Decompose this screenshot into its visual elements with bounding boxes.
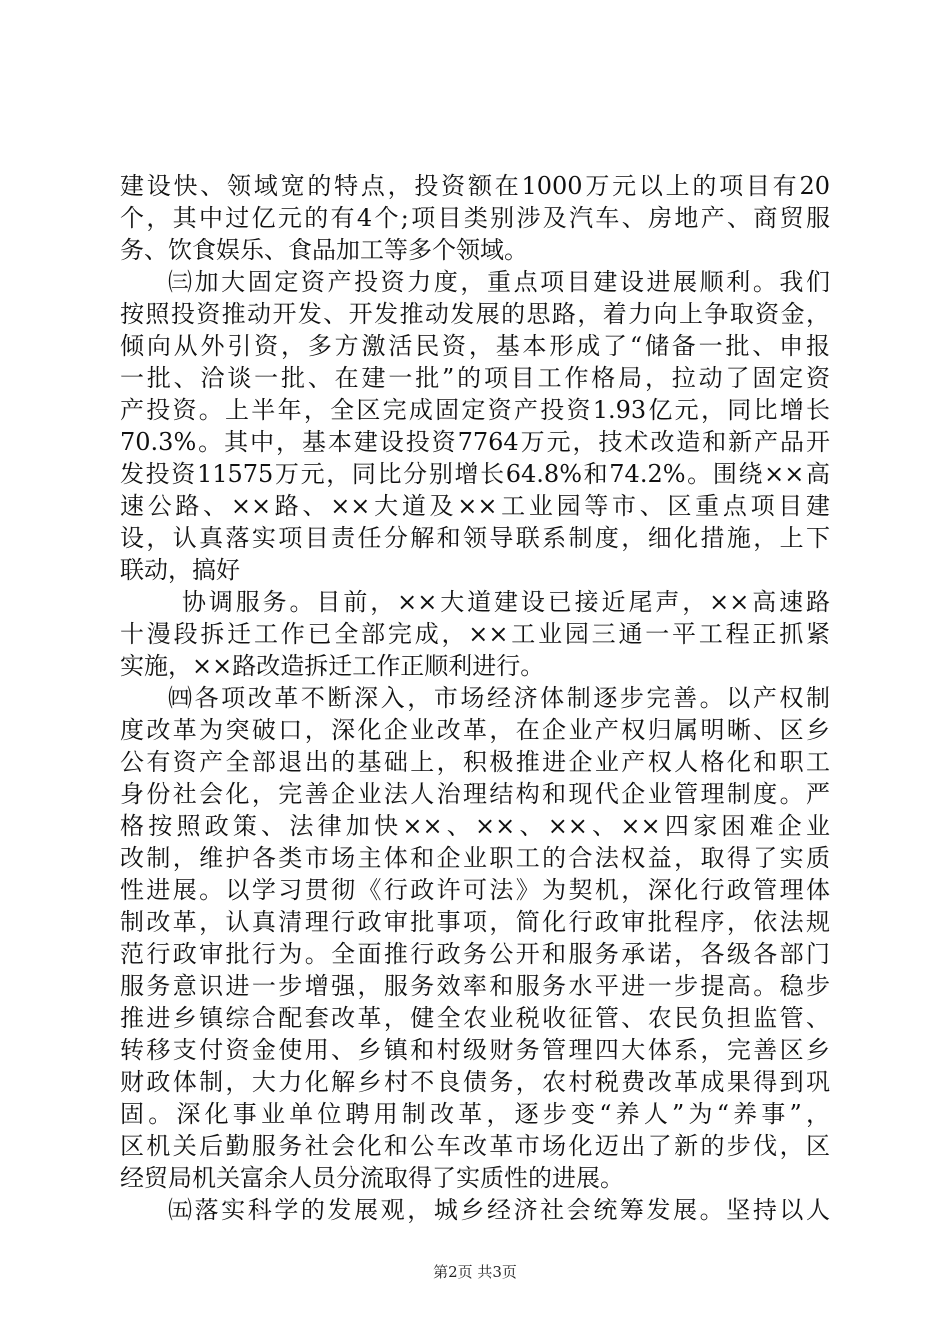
document-body xyxy=(120,170,830,1226)
page-footer: 第2页 共3页 xyxy=(433,1263,517,1281)
text-line: 性进展。以学习贯彻《行政许可法》为契机，深化行政管理体 xyxy=(120,876,830,904)
text-line: 服务意识进一步增强，服务效率和服务水平进一步提高。稳步 xyxy=(120,972,830,1000)
paragraph-heading-5: ㈤落实科学的发展观，城乡经济社会统筹发展。坚持以人 xyxy=(168,1196,830,1224)
text-line: 推进乡镇综合配套改革，健全农业税收征管、农民负担监管、 xyxy=(120,1004,830,1032)
text-line: 速公路、××路、××大道及××工业园等市、区重点项目建 xyxy=(120,492,830,520)
text-line: 协调服务。目前，××大道建设已接近尾声，××高速路 xyxy=(182,588,830,616)
text-line: 身份社会化，完善企业法人治理结构和现代企业管理制度。严 xyxy=(120,780,830,808)
text-line: 发投资11575万元，同比分别增长64.8%和74.2%。围绕××高 xyxy=(120,460,830,488)
text-line: 格按照政策、法律加快××、××、××、××四家困难企业 xyxy=(120,812,830,840)
text-line: 实施，××路改造拆迁工作正顺利进行。 xyxy=(120,652,545,680)
text-line: 一批、洽谈一批、在建一批”的项目工作格局，拉动了固定资 xyxy=(120,364,830,392)
text-line: 建设快、领域宽的特点，投资额在1000万元以上的项目有20 xyxy=(120,172,830,200)
text-line: 区机关后勤服务社会化和公车改革市场化迈出了新的步伐，区 xyxy=(120,1132,830,1160)
paragraph-heading-3: ㈢加大固定资产投资力度，重点项目建设进展顺利。我们 xyxy=(168,268,830,296)
text-line: 倾向从外引资，多方激活民资，基本形成了“储备一批、申报 xyxy=(120,332,830,360)
text-line: 制改革，认真清理行政审批事项，简化行政审批程序，依法规 xyxy=(120,908,830,936)
text-line: 按照投资推动开发、开发推动发展的思路，着力向上争取资金， xyxy=(120,300,830,328)
text-line: 务、饮食娱乐、食品加工等多个领域。 xyxy=(120,236,528,264)
text-line: 十漫段拆迁工作已全部完成，××工业园三通一平工程正抓紧 xyxy=(120,620,830,648)
text-line: 联动，搞好 xyxy=(120,556,240,584)
text-line: 改制，维护各类市场主体和企业职工的合法权益，取得了实质 xyxy=(120,844,830,872)
text-line: 范行政审批行为。全面推行政务公开和服务承诺，各级各部门 xyxy=(120,940,830,968)
text-line: 固。深化事业单位聘用制改革，逐步变“养人”为“养事”， xyxy=(120,1100,830,1128)
text-line: 设，认真落实项目责任分解和领导联系制度，细化措施，上下 xyxy=(120,524,830,552)
text-line: 公有资产全部退出的基础上，积极推进企业产权人格化和职工 xyxy=(120,748,830,776)
text-line: 个，其中过亿元的有4个;项目类别涉及汽车、房地产、商贸服 xyxy=(120,204,830,232)
text-line: 产投资。上半年，全区完成固定资产投资1.93亿元，同比增长 xyxy=(120,396,830,424)
paragraph-heading-4: ㈣各项改革不断深入，市场经济体制逐步完善。以产权制 xyxy=(168,684,830,712)
text-line: 度改革为突破口，深化企业改革，在企业产权归属明晰、区乡 xyxy=(120,716,830,744)
text-line: 经贸局机关富余人员分流取得了实质性的进展。 xyxy=(120,1164,624,1192)
text-line: 财政体制，大力化解乡村不良债务，农村税费改革成果得到巩 xyxy=(120,1068,830,1096)
text-line: 转移支付资金使用、乡镇和村级财务管理四大体系，完善区乡 xyxy=(120,1036,830,1064)
text-line: 70.3%。其中，基本建设投资7764万元，技术改造和新产品开 xyxy=(120,428,830,456)
